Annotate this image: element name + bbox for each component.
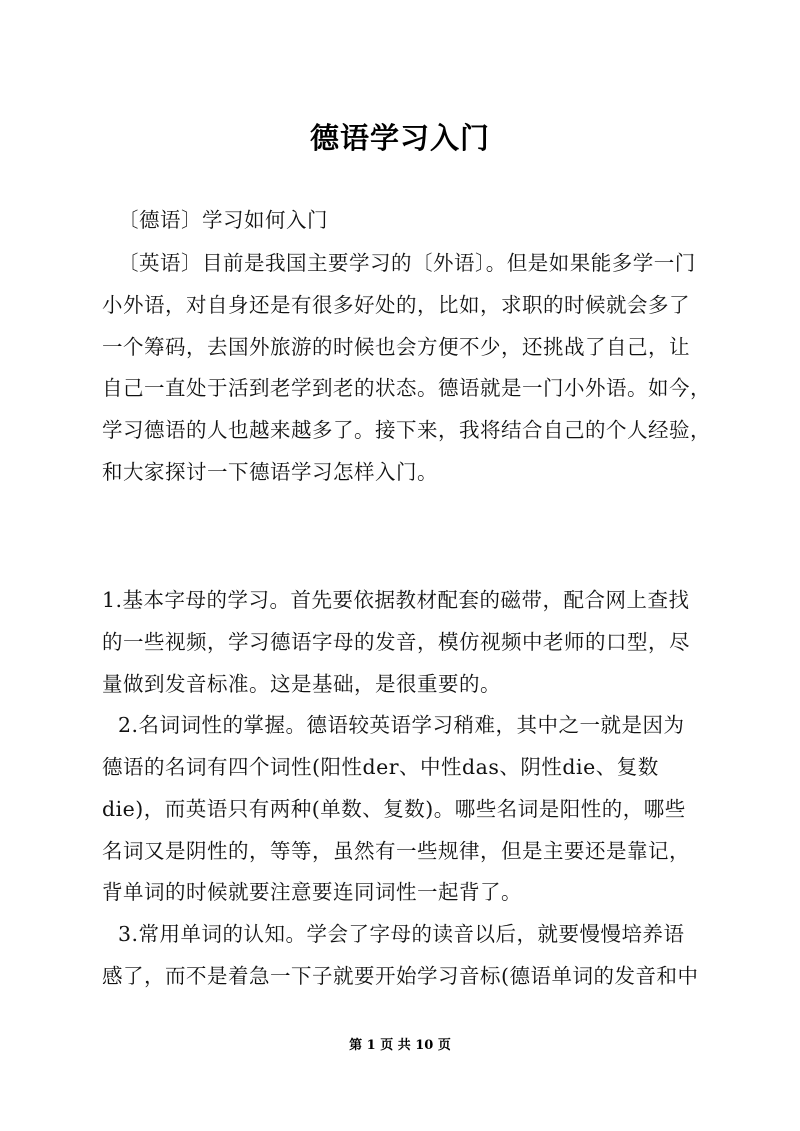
text-line: 3.常用单词的认知。学会了字母的读音以后，就要慢慢培养语	[118, 922, 685, 946]
text-line: 学习德语的人也越来越多了。接下来，我将结合自己的个人经验，	[102, 418, 711, 442]
text-line: 德语的名词有四个词性(阳性der、中性das、阴性die、复数	[102, 755, 659, 779]
page-footer: 第 1 页 共 10 页	[349, 1038, 451, 1053]
text-line: 〔英语〕目前是我国主要学习的〔外语〕。但是如果能多学一门	[118, 251, 696, 275]
text-line: 2.名词词性的掌握。德语较英语学习稍难，其中之一就是因为	[118, 713, 685, 737]
text-line: die)，而英语只有两种(单数、复数)。哪些名词是阳性的，哪些	[102, 797, 686, 821]
text-line: 自己一直处于活到老学到老的状态。德语就是一门小外语。如今，	[102, 376, 711, 400]
text-line: 和大家探讨一下德语学习怎样入门。	[102, 460, 438, 484]
text-line: 的一些视频，学习德语字母的发音，模仿视频中老师的口型，尽	[102, 630, 690, 654]
text-line: 1.基本字母的学习。首先要依据教材配套的磁带，配合网上查找	[102, 588, 690, 612]
text-line: 感了，而不是着急一下子就要开始学习音标(德语单词的发音和中	[102, 964, 699, 988]
text-line: 小外语，对自身还是有很多好处的，比如，求职的时候就会多了	[102, 293, 690, 317]
text-line: 背单词的时候就要注意要连同词性一起背了。	[102, 880, 522, 904]
document-title: 德语学习入门	[309, 121, 490, 155]
text-line: 一个筹码，去国外旅游的时候也会方便不少，还挑战了自己，让	[102, 335, 690, 359]
text-line: 〔德语〕学习如何入门	[118, 208, 328, 232]
text-line: 量做到发音标准。这是基础，是很重要的。	[102, 672, 501, 696]
text-line: 名词又是阴性的，等等，虽然有一些规律，但是主要还是靠记，	[102, 839, 690, 863]
